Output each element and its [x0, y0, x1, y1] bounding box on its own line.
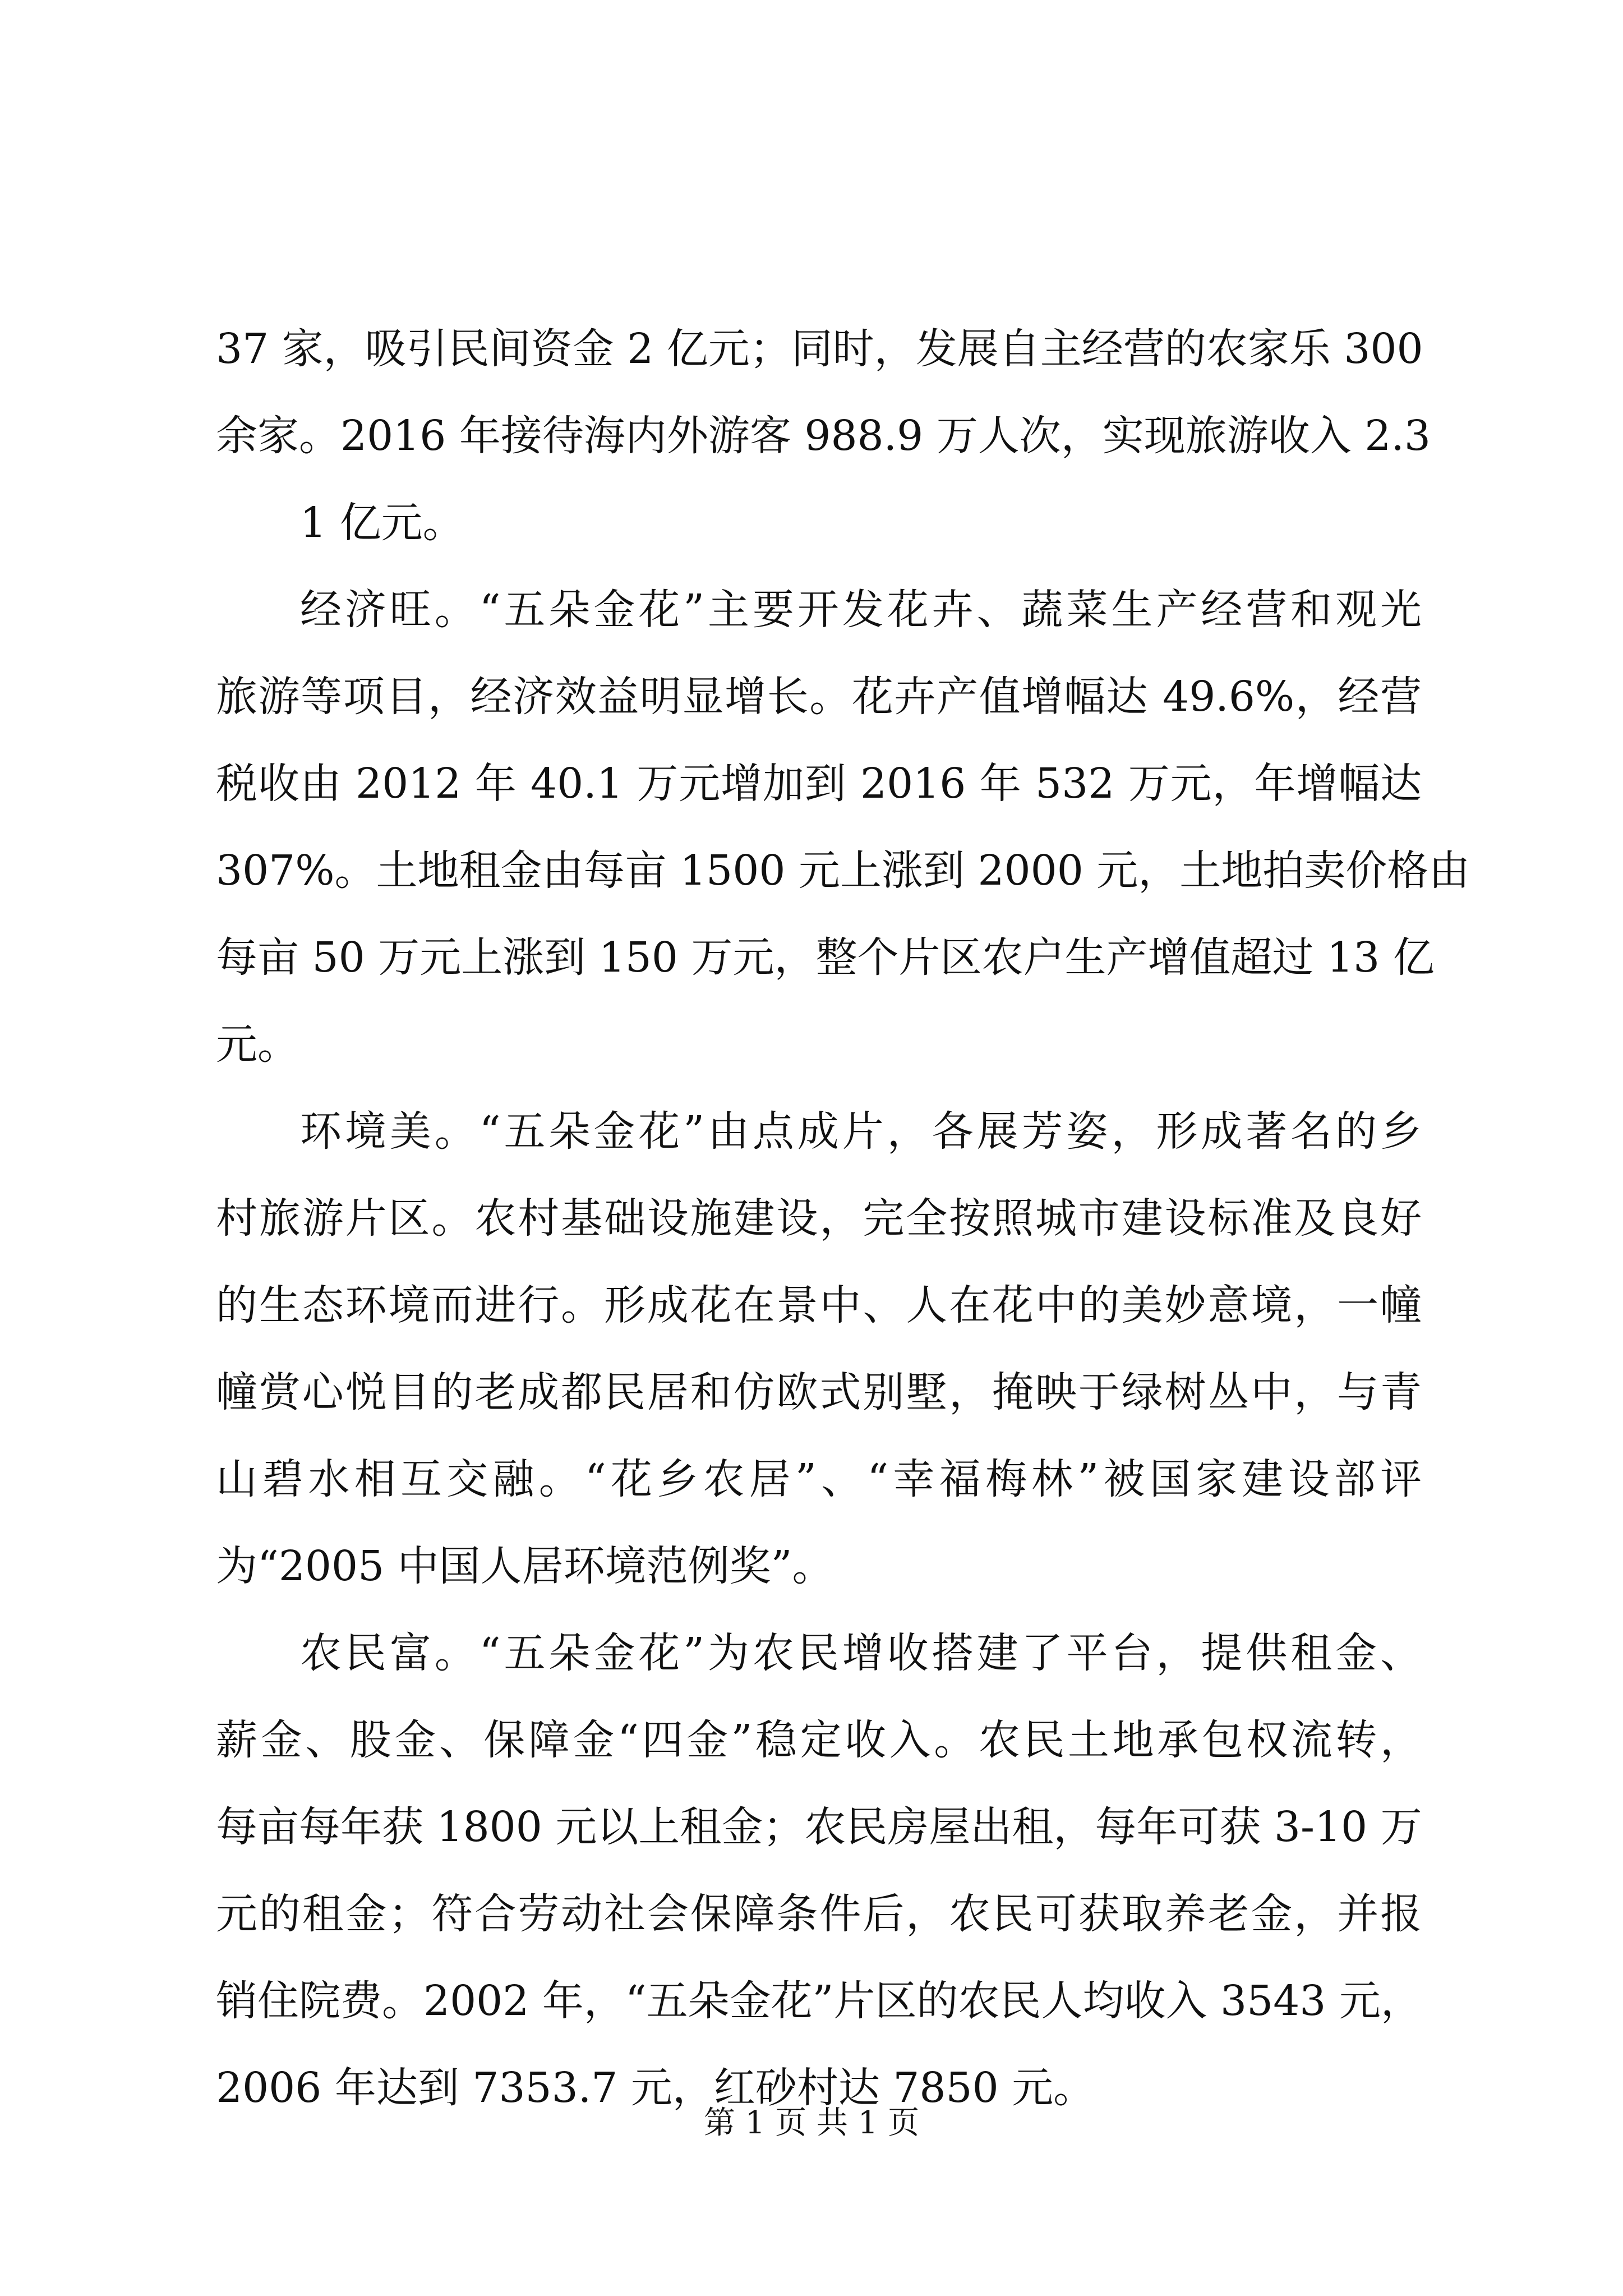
page-footer: 第 1 页 共 1 页	[703, 2105, 920, 2141]
paragraph-first-line: 农民富。“五朵金花”为农民增收搭建了平台，提供租金、	[300, 1629, 1422, 1677]
paragraph-farmers	[216, 1610, 1422, 2132]
text-line: 每亩每年获 1800 元以上租金；农民房屋出租，每年可获 3-10 万	[216, 1803, 1422, 1851]
text-line: 余家。2016 年接待海内外游客 988.9 万人次，实现旅游收入 2.3	[216, 412, 1431, 460]
text-line: 1 亿元。	[300, 499, 464, 547]
text-line: 销住院费。2002 年，“五朵金花”片区的农民人均收入 3543 元，	[216, 1977, 1422, 2025]
document-body	[216, 306, 1470, 2132]
text-line: 幢赏心悦目的老成都民居和仿欧式别墅，掩映于绿树丛中，与青	[216, 1368, 1422, 1416]
paragraph-economy	[216, 567, 1470, 1088]
text-line: 税收由 2012 年 40.1 万元增加到 2016 年 532 万元，年增幅达	[216, 760, 1422, 808]
text-line: 旅游等项目，经济效益明显增长。花卉产值增幅达 49.6%，经营	[216, 673, 1422, 721]
paragraph-tourism	[216, 306, 1431, 567]
text-line: 薪金、股金、保障金“四金”稳定收入。农民土地承包权流转，	[216, 1716, 1422, 1764]
text-line: 37 家，吸引民间资金 2 亿元；同时，发展自主经营的农家乐 300	[216, 325, 1423, 373]
text-line: 的生态环境而进行。形成花在景中、人在花中的美妙意境，一幢	[216, 1281, 1422, 1329]
paragraph-first-line: 环境美。“五朵金花”由点成片，各展芳姿，形成著名的乡	[300, 1107, 1422, 1156]
text-line: 山碧水相互交融。“花乡农居”、“幸福梅林”被国家建设部评	[216, 1455, 1422, 1503]
text-line: 2006 年达到 7353.7 元，红砂村达 7850 元。	[216, 2064, 1095, 2112]
text-line: 元的租金；符合劳动社会保障条件后，农民可获取养老金，并报	[216, 1890, 1422, 1938]
text-line: 元。	[216, 1020, 299, 1069]
text-line: 村旅游片区。农村基础设施建设，完全按照城市建设标准及良好	[216, 1194, 1422, 1243]
text-line: 为“2005 中国人居环境范例奖”。	[216, 1542, 834, 1590]
text-line: 每亩 50 万元上涨到 150 万元，整个片区农户生产增值超过 13 亿	[216, 933, 1435, 982]
text-line: 307%。土地租金由每亩 1500 元上涨到 2000 元，土地拍卖价格由	[216, 846, 1470, 895]
paragraph-environment	[216, 1088, 1422, 1610]
paragraph-first-line: 经济旺。“五朵金花”主要开发花卉、蔬菜生产经营和观光	[300, 586, 1422, 634]
